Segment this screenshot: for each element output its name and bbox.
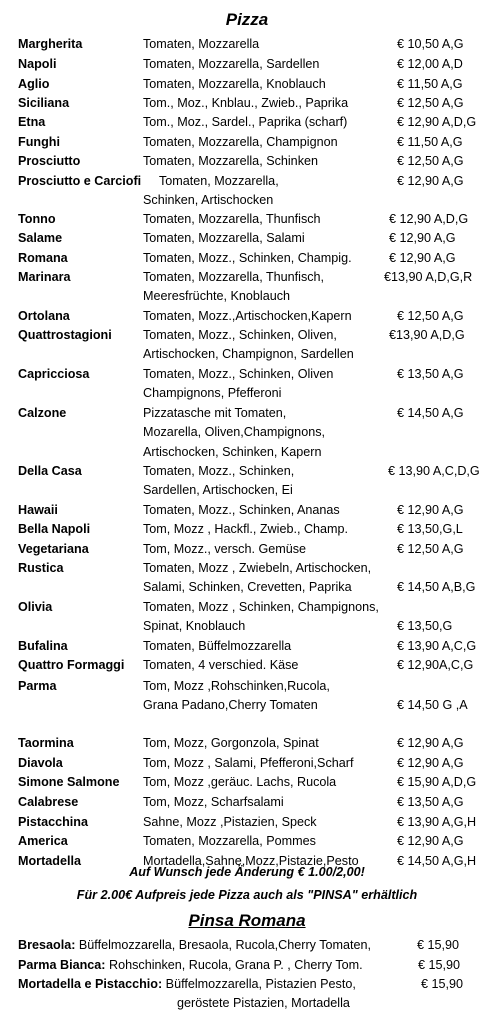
pizza-price: € 13,50,G,L [397, 522, 463, 536]
pizza-ingredients-continued: Spinat, Knoblauch [143, 619, 246, 634]
pizza-price: € 12,50 A,G [397, 542, 464, 556]
pizza-ingredients: Tomaten, Mozzarella, Salami [143, 231, 305, 245]
pinsa-surcharge-note: Für 2.00€ Aufpreis jede Pizza auch als "PINSA" erhältlich [76, 888, 418, 902]
pizza-ingredients-continued: Meeresfrüchte, Knoblauch [143, 289, 291, 304]
pizza-name: Hawaii [18, 503, 58, 517]
pizza-price: € 14,50 A,G [397, 406, 464, 420]
pinsa-price: € 15,90 [417, 938, 460, 952]
pizza-price: € 10,50 A,G [397, 37, 464, 51]
change-price-note: Auf Wunsch jede Änderung € 1.00/2,00! [129, 865, 365, 879]
pizza-price: € 14,50 A,B,G [397, 580, 476, 595]
pizza-name: Funghi [18, 135, 60, 149]
pizza-ingredients: Tomaten, Mozz., Schinken, Oliven, [143, 328, 337, 342]
pizza-price: € 12,90 A,D,G [389, 212, 469, 226]
pinsa-name: Bresaola: [18, 938, 76, 952]
pinsa-ingredients: Büffelmozzarella, Bresaola, Rucola,Cherry Tomaten, [75, 938, 372, 952]
pizza-ingredients: Tom, Mozz , Hackfl., Zwieb., Champ. [143, 522, 349, 536]
pizza-ingredients: Tom, Mozz., versch. Gemüse [143, 542, 307, 556]
pinsa-name: Parma Bianca: [18, 958, 106, 972]
pizza-price: € 13,90 A,C,G [397, 639, 477, 653]
pizza-price: € 12,90 A,G [397, 503, 464, 517]
pinsa-item [18, 935, 371, 955]
pizza-name: Calabrese [18, 795, 79, 809]
pizza-price: € 14,50 A,G,H [397, 854, 477, 868]
pizza-name: Diavola [18, 756, 63, 770]
pizza-ingredients: Tomaten, Mozz., Schinken, [143, 464, 295, 478]
pizza-ingredients-continued: Artischocken, Champignon, Sardellen [143, 347, 354, 362]
pizza-name: Bufalina [18, 639, 68, 653]
pizza-ingredients: Tomaten, 4 verschied. Käse [143, 658, 299, 672]
pinsa-price: € 15,90 [418, 958, 461, 972]
pizza-name: Prosciutto [18, 154, 81, 168]
pizza-ingredients: Tomaten, Mozz , Zwiebeln, Artischocken, [143, 561, 372, 575]
pizza-name: Aglio [18, 77, 50, 91]
pizza-name: Napoli [18, 57, 57, 71]
pinsa-ingredients: Büffelmozzarella, Pistazien Pesto, [162, 977, 356, 991]
pizza-name: Romana [18, 251, 68, 265]
pinsa-ingredients-continued: geröstete Pistazien, Mortadella [177, 996, 350, 1011]
pizza-price: € 12,90 A,G [397, 756, 464, 770]
pizza-ingredients: Tomaten, Mozz., Schinken, Oliven [143, 367, 334, 381]
pizza-ingredients: Sahne, Mozz ,Pistazien, Speck [143, 815, 317, 829]
pizza-price: € 11,50 A,G [397, 135, 463, 149]
pizza-name: Calzone [18, 406, 67, 420]
pizza-ingredients: Tom, Mozz, Gorgonzola, Spinat [143, 736, 319, 750]
pizza-ingredients-continued: Champignons, Pfefferoni [143, 386, 282, 401]
pizza-name: Prosciutto e Carciofi [18, 174, 142, 188]
pizza-price: € 12,00 A,D [397, 57, 463, 71]
pizza-name: Ortolana [18, 309, 70, 323]
pizza-price: € 13,50 A,G [397, 795, 464, 809]
pizza-price: € 12,50 A,G [397, 154, 464, 168]
pizza-name: Rustica [18, 561, 64, 575]
pizza-price: € 13,90 A,G,H [397, 815, 477, 829]
pizza-ingredients: Tomaten, Mozzarella, Knoblauch [143, 77, 326, 91]
pizza-name: Tonno [18, 212, 56, 226]
pizza-name: Salame [18, 231, 63, 245]
pizza-ingredients: Tomaten, Mozzarella [143, 37, 260, 51]
pizza-ingredients-continued: Sardellen, Artischocken, Ei [143, 483, 293, 498]
pizza-price: € 15,90 A,D,G [397, 775, 477, 789]
pizza-ingredients: Tomaten, Mozz., Schinken, Ananas [143, 503, 340, 517]
pizza-ingredients: Tom, Mozz ,Rohschinken,Rucola, [143, 679, 330, 693]
pizza-name: Capricciosa [18, 367, 90, 381]
pizza-ingredients: Tomaten, Mozzarella, Pommes [143, 834, 316, 848]
pizza-ingredients-continued: Artischocken, Schinken, Kapern [143, 444, 322, 459]
pizza-ingredients: Tomaten, Büffelmozzarella [143, 639, 292, 653]
pizza-name: Marinara [18, 270, 71, 284]
pizza-ingredients: Tom., Moz., Sardel., Paprika (scharf) [143, 115, 348, 129]
pizza-price: € 12,90A,C,G [397, 658, 474, 672]
pizza-price: € 12,90 A,G [397, 736, 464, 750]
pinsa-item [18, 974, 356, 994]
pizza-name: Bella Napoli [18, 522, 91, 536]
pizza-name: Etna [18, 115, 46, 129]
pizza-price: €13,90 A,D,G,R [384, 270, 473, 284]
pizza-ingredients-continued: Mozarella, Oliven,Champignons, [143, 425, 325, 440]
pizza-price: € 12,90 A,G [389, 231, 456, 245]
pizza-price: € 12,50 A,G [397, 309, 464, 323]
pizza-price: € 12,90 A,G [397, 834, 464, 848]
pizza-ingredients: Tomaten, Mozzarella, Thunfisch [143, 212, 321, 226]
pizza-name: Vegetariana [18, 542, 89, 556]
pizza-name: Olivia [18, 600, 53, 614]
pizza-price: € 12,90 A,G [397, 174, 464, 188]
pinsa-ingredients: Rohschinken, Rucola, Grana P. , Cherry Tom. [105, 958, 363, 972]
pizza-ingredients: Pizzatasche mit Tomaten, [143, 406, 287, 420]
pizza-ingredients-continued: Grana Padano,Cherry Tomaten [143, 698, 318, 713]
pizza-price: € 12,90 A,D,G [397, 115, 477, 129]
pizza-name: America [18, 834, 68, 848]
pizza-name: Quattrostagioni [18, 328, 112, 342]
pizza-name: Quattro Formaggi [18, 658, 125, 672]
pizza-ingredients: Tom, Mozz ,geräuc. Lachs, Rucola [143, 775, 337, 789]
pinsa-item [18, 955, 363, 975]
pizza-ingredients: Tom., Moz., Knblau., Zwieb., Paprika [143, 96, 349, 110]
pinsa-price: € 15,90 [421, 977, 464, 991]
pizza-name: Pistacchina [18, 815, 88, 829]
pizza-price: € 12,50 A,G [397, 96, 464, 110]
pizza-name: Parma [18, 679, 57, 693]
pizza-ingredients: Tomaten, Mozz , Schinken, Champignons, [143, 600, 379, 614]
pizza-ingredients: Tom, Mozz , Salami, Pfefferoni,Scharf [143, 756, 354, 770]
pizza-price: € 12,90 A,G [389, 251, 456, 265]
pizza-price: € 13,50,G [397, 619, 453, 634]
pizza-ingredients: Tom, Mozz, Scharfsalami [143, 795, 284, 809]
pizza-ingredients: Tomaten, Mozzarella, Schinken [143, 154, 318, 168]
pizza-name: Siciliana [18, 96, 70, 110]
pizza-ingredients: Tomaten, Mozzarella, [159, 174, 279, 188]
pizza-ingredients: Tomaten, Mozz., Schinken, Champig. [143, 251, 352, 265]
pizza-ingredients: Tomaten, Mozz.,Artischocken,Kapern [143, 309, 352, 323]
pizza-name: Margherita [18, 37, 83, 51]
pizza-name: Della Casa [18, 464, 82, 478]
pinsa-section-title: Pinsa Romana [188, 911, 306, 930]
pizza-section-title: Pizza [225, 10, 269, 29]
pizza-ingredients-continued: Salami, Schinken, Crevetten, Paprika [143, 580, 352, 595]
pizza-price: € 13,50 A,G [397, 367, 464, 381]
pinsa-name: Mortadella e Pistacchio: [18, 977, 163, 991]
pizza-name: Simone Salmone [18, 775, 120, 789]
pizza-price: € 13,90 A,C,D,G [388, 464, 480, 478]
pizza-name: Taormina [18, 736, 74, 750]
pizza-ingredients: Mortadella,Sahne,Mozz,Pistazie,Pesto [143, 854, 359, 868]
pizza-ingredients: Tomaten, Mozzarella, Champignon [143, 135, 338, 149]
pizza-ingredients: Tomaten, Mozzarella, Thunfisch, [143, 270, 325, 284]
pizza-ingredients: Tomaten, Mozzarella, Sardellen [143, 57, 320, 71]
pizza-price: €13,90 A,D,G [389, 328, 465, 342]
pizza-ingredients-continued: Schinken, Artischocken [143, 193, 274, 208]
pizza-price: € 14,50 G ,A [397, 698, 468, 713]
pizza-name: Mortadella [18, 854, 81, 868]
pizza-price: € 11,50 A,G [397, 77, 463, 91]
